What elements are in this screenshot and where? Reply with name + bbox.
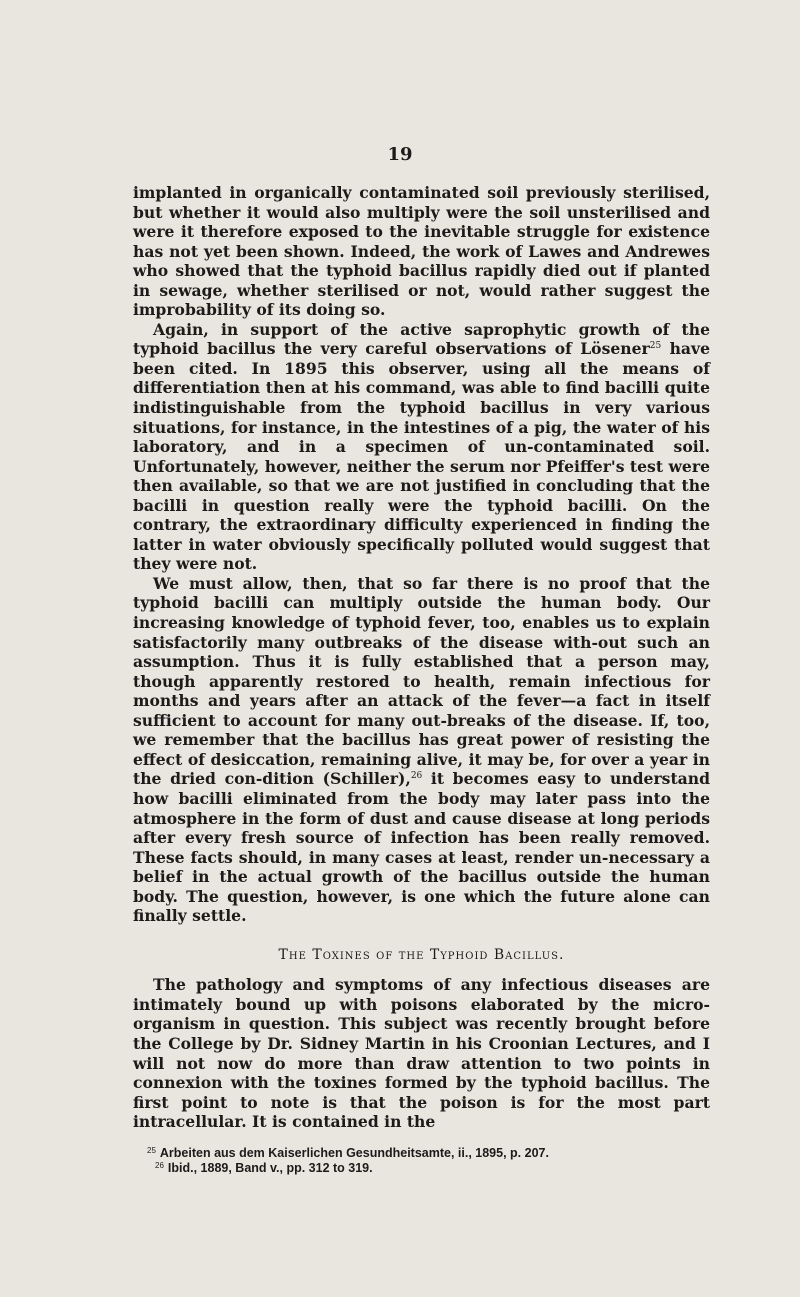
paragraph-3: [133, 574, 710, 926]
paragraph-3-text-b: it becomes easy to understand how bacilli eliminated from the body may later pass into the atmosphere in the form of dust and cause disease at long periods after every fresh source of infection has been really removed. These facts should, in many cases at least, render un-necessary a belief in the actual growth of the bacillus outside the human body. The question, however, is one which the future alone can finally settle.: [133, 769, 711, 926]
paragraph-2-text-a: Again, in support of the active saprophytic growth of the typhoid bacillus the very careful observations of Lösener: [133, 319, 710, 359]
footnote-text: Ibid., 1889, Band v., pp. 312 to 319.: [167, 1160, 373, 1175]
paragraph-2-text-b: have been cited. In 1895 this observer, using all the means of differentiation then at his command, was able to find bacilli quite indistinguishable from the typhoid bacillus in very various situations, for instance, in the intestines of a pig, the water of his laboratory, and in a specimen of un-contaminated soil. Unfortunately, however, neither the serum nor Pfeiffer's test were then available, so that we are not justified in concluding that the bacilli in question really were the typhoid bacilli. On the contrary, the extraordinary difficulty experienced in finding the latter in water obviously specifically polluted would suggest that they were not.: [133, 339, 710, 574]
section-heading: The Toxines of the Typhoid Bacillus.: [278, 946, 565, 963]
paragraph-4: The pathology and symptoms of any infectious diseases are intimately bound up with poisons elaborated by the micro-organism in question. This subject was recently brought before the College by Dr. Sidney Martin in his Croonian Lectures, and I will not now do more than draw attention to two points in connexion with the toxines formed by the typhoid bacillus. The first point to note is that the poison is for the most part intracellular. It is contained in the: [133, 975, 710, 1132]
page-number: 19: [387, 144, 413, 165]
footnotes: [133, 1146, 710, 1176]
footnote-number: 26: [155, 1160, 164, 1170]
paragraph-1: implanted in organically contaminated soil previously sterilised, but whether it would also multiply were the soil unsterilised and were it therefore exposed to the inevitable struggle for existence has not yet been shown. Indeed, the work of Lawes and Andrewes who showed that the typhoid bacillus rapidly died out if planted in sewage, whether sterilised or not, would rather suggest the improbability of its doing so.: [133, 183, 710, 320]
footnote-text: Arbeiten aus dem Kaiserlichen Gesundheitsamte, ii., 1895, p. 207.: [159, 1145, 549, 1160]
footnote-25: [133, 1146, 710, 1161]
footnote-ref-26: 26: [410, 771, 423, 782]
paragraph-3-text-a: We must allow, then, that so far there is no proof that the typhoid bacilli can multiply outside the human body. Our increasing knowledge of typhoid fever, too, enables us to explain satisfactorily many outbreaks of the disease with-out such an assumption. Thus it is fully established that a person may, though apparently restored to health, remain infectious for months and years after an attack of the fever—a fact in itself sufficient to account for many out-breaks of the disease. If, too, we remember that the bacillus has great power of resisting the effect of desiccation, remaining alive, it may be, for over a year in the dried con-dition (Schiller),: [133, 573, 710, 789]
footnote-ref-25: 25: [649, 341, 662, 352]
footnote-26: [133, 1161, 710, 1176]
paragraph-2: [133, 320, 710, 574]
footnote-number: 25: [147, 1145, 156, 1155]
page-body: [133, 183, 710, 1176]
